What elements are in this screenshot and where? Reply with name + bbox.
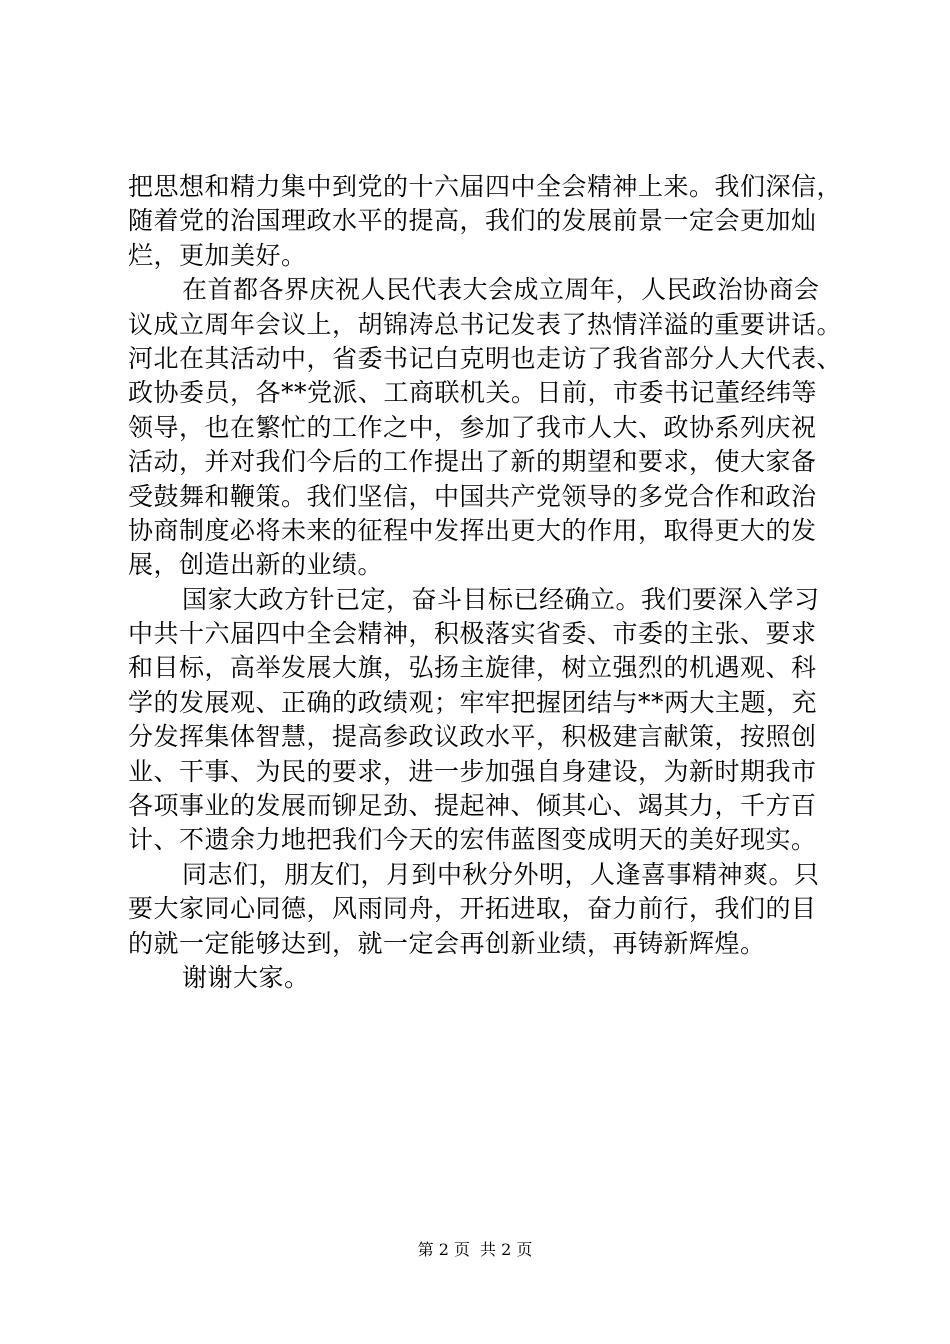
text-line: 要大家同心同德，风雨同舟，开拓进取，奋力前行，我们的目 (128, 894, 817, 924)
text-line: 河北在其活动中，省委书记白克明也走访了我省部分人大代表、 (128, 343, 843, 373)
page-number: 第 2 页 (417, 1240, 470, 1259)
text-line: 协商制度必将未来的征程中发挥出更大的作用，取得更大的发 (128, 515, 817, 545)
text-line: 分发挥集体智慧，提高参政议政水平，积极建言献策，按照创 (128, 722, 817, 752)
text-line: 中共十六届四中全会精神，积极落实省委、市委的主张、要求 (128, 619, 817, 649)
text-line: 受鼓舞和鞭策。我们坚信，中国共产党领导的多党合作和政治 (128, 481, 817, 511)
text-line: 领导，也在繁忙的工作之中，参加了我市人大、政协系列庆祝 (128, 412, 817, 442)
document-body (128, 170, 858, 995)
text-line: 国家大政方针已定，奋斗目标已经确立。我们要深入学习 (182, 584, 820, 614)
text-line: 展，创造出新的业绩。 (128, 550, 384, 580)
text-line: 各项事业的发展而铆足劲、提起神、倾其心、竭其力，千方百 (128, 791, 817, 821)
page-footer (0, 1240, 950, 1260)
text-line: 学的发展观、正确的政绩观；牢牢把握团结与**两大主题，充 (128, 687, 818, 717)
text-line: 计、不遗余力地把我们今天的宏伟蓝图变成明天的美好现实。 (128, 825, 817, 855)
text-line: 业、干事、为民的要求，进一步加强自身建设，为新时期我市 (128, 756, 817, 786)
text-line: 随着党的治国理政水平的提高，我们的发展前景一定会更加灿 (128, 206, 817, 236)
text-line: 谢谢大家。 (182, 962, 310, 992)
text-line: 在首都各界庆祝人民代表大会成立周年，人民政治协商会 (182, 275, 820, 305)
text-line: 把思想和精力集中到党的十六届四中全会精神上来。我们深信， (128, 172, 843, 201)
text-line: 和目标，高举发展大旗，弘扬主旋律，树立强烈的机遇观、科 (128, 653, 817, 683)
text-line: 的就一定能够达到，就一定会再创新业绩，再铸新辉煌。 (128, 928, 766, 958)
text-line: 烂，更加美好。 (128, 240, 307, 270)
text-line: 同志们，朋友们，月到中秋分外明，人逢喜事精神爽。只 (182, 859, 820, 889)
text-line: 政协委员，各**党派、工商联机关。日前，市委书记董经纬等 (128, 378, 818, 408)
text-line: 活动，并对我们今后的工作提出了新的期望和要求，使大家备 (128, 447, 817, 477)
page-total: 共 2 页 (480, 1240, 533, 1259)
text-line: 议成立周年会议上，胡锦涛总书记发表了热情洋溢的重要讲话。 (128, 309, 843, 339)
